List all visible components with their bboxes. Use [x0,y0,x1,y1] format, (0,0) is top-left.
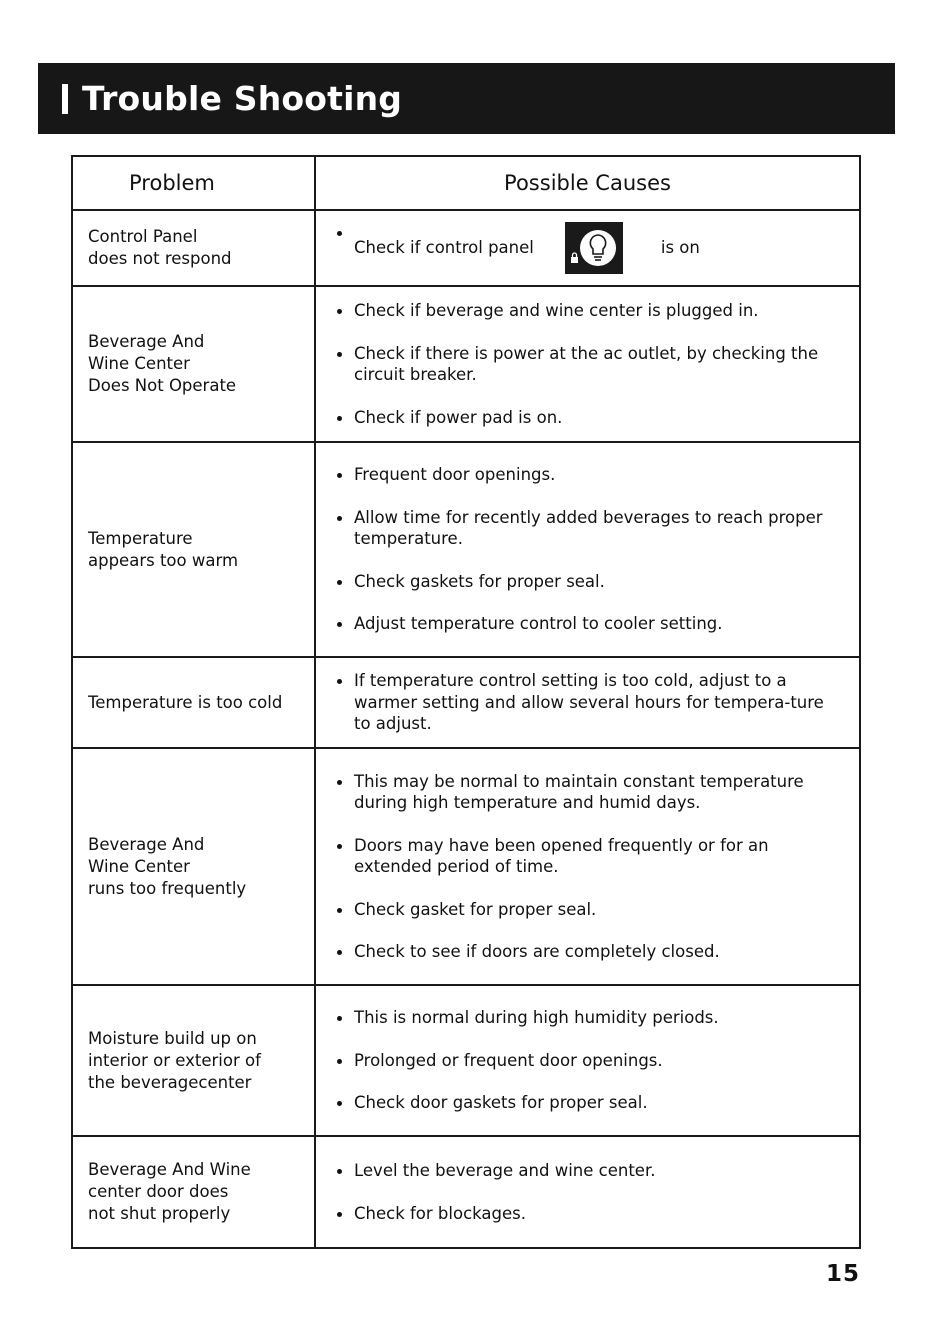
problem-cell: Temperature appears too warm [72,442,315,657]
cause-item: Check door gaskets for proper seal. [330,1092,843,1114]
table-row [72,442,860,657]
cause-item: Check to see if doors are completely closed. [330,941,843,963]
causes-cell [315,1136,860,1248]
table-row [72,657,860,748]
problem-cell: Temperature is too cold [72,657,315,748]
table-row [72,210,860,286]
causes-cell [315,286,860,442]
cause-item: Allow time for recently added beverages to reach proper temperature. [330,507,843,550]
problem-cell: Control Panel does not respond [72,210,315,286]
cause-item: This may be normal to maintain constant temperature during high temperature and humid days. [330,771,843,814]
column-header-causes: Possible Causes [315,156,860,210]
table-row [72,748,860,985]
cause-item: Check if there is power at the ac outlet, by checking the circuit breaker. [330,343,843,386]
cause-item: Level the beverage and wine center. [330,1160,843,1182]
cause-text: Check if control panel [354,238,534,258]
cause-item: Adjust temperature control to cooler setting. [330,613,843,635]
cause-item: Check if beverage and wine center is plugged in. [330,300,843,322]
lightbulb-lock-icon [565,222,623,274]
cause-item: Check for blockages. [330,1203,843,1225]
table-header-row [72,156,860,210]
problem-cell: Beverage And Wine Center runs too frequently [72,748,315,985]
cause-item: Check gaskets for proper seal. [330,571,843,593]
column-header-problem: Problem [72,156,315,210]
problem-cell: Beverage And Wine Center Does Not Operate [72,286,315,442]
table-row [72,286,860,442]
causes-cell [315,210,860,286]
causes-cell [315,442,860,657]
causes-cell [315,748,860,985]
table-row [72,985,860,1136]
cause-item: Check gasket for proper seal. [330,899,843,921]
cause-item: If temperature control setting is too cold, adjust to a warmer setting and allow several hours for tempera-ture to adjust. [330,670,843,735]
cause-item: Frequent door openings. [330,464,843,486]
page-title: Trouble Shooting [82,79,403,118]
causes-cell [315,657,860,748]
page-number: 15 [825,1261,860,1287]
cause-item: Check if power pad is on. [330,407,843,429]
causes-cell [315,985,860,1136]
cause-item: This is normal during high humidity periods. [330,1007,843,1029]
cause-text-suffix: is on [660,238,700,258]
cause-item [330,222,843,274]
problem-cell: Beverage And Wine center door does not shut properly [72,1136,315,1248]
table-row [72,1136,860,1248]
section-header [38,63,895,134]
problem-cell: Moisture build up on interior or exterior of the beveragecenter [72,985,315,1136]
cause-item: Doors may have been opened frequently or for an extended period of time. [330,835,843,878]
header-bar-mark [62,84,68,114]
troubleshooting-table [71,155,861,1249]
cause-item: Prolonged or frequent door openings. [330,1050,843,1072]
